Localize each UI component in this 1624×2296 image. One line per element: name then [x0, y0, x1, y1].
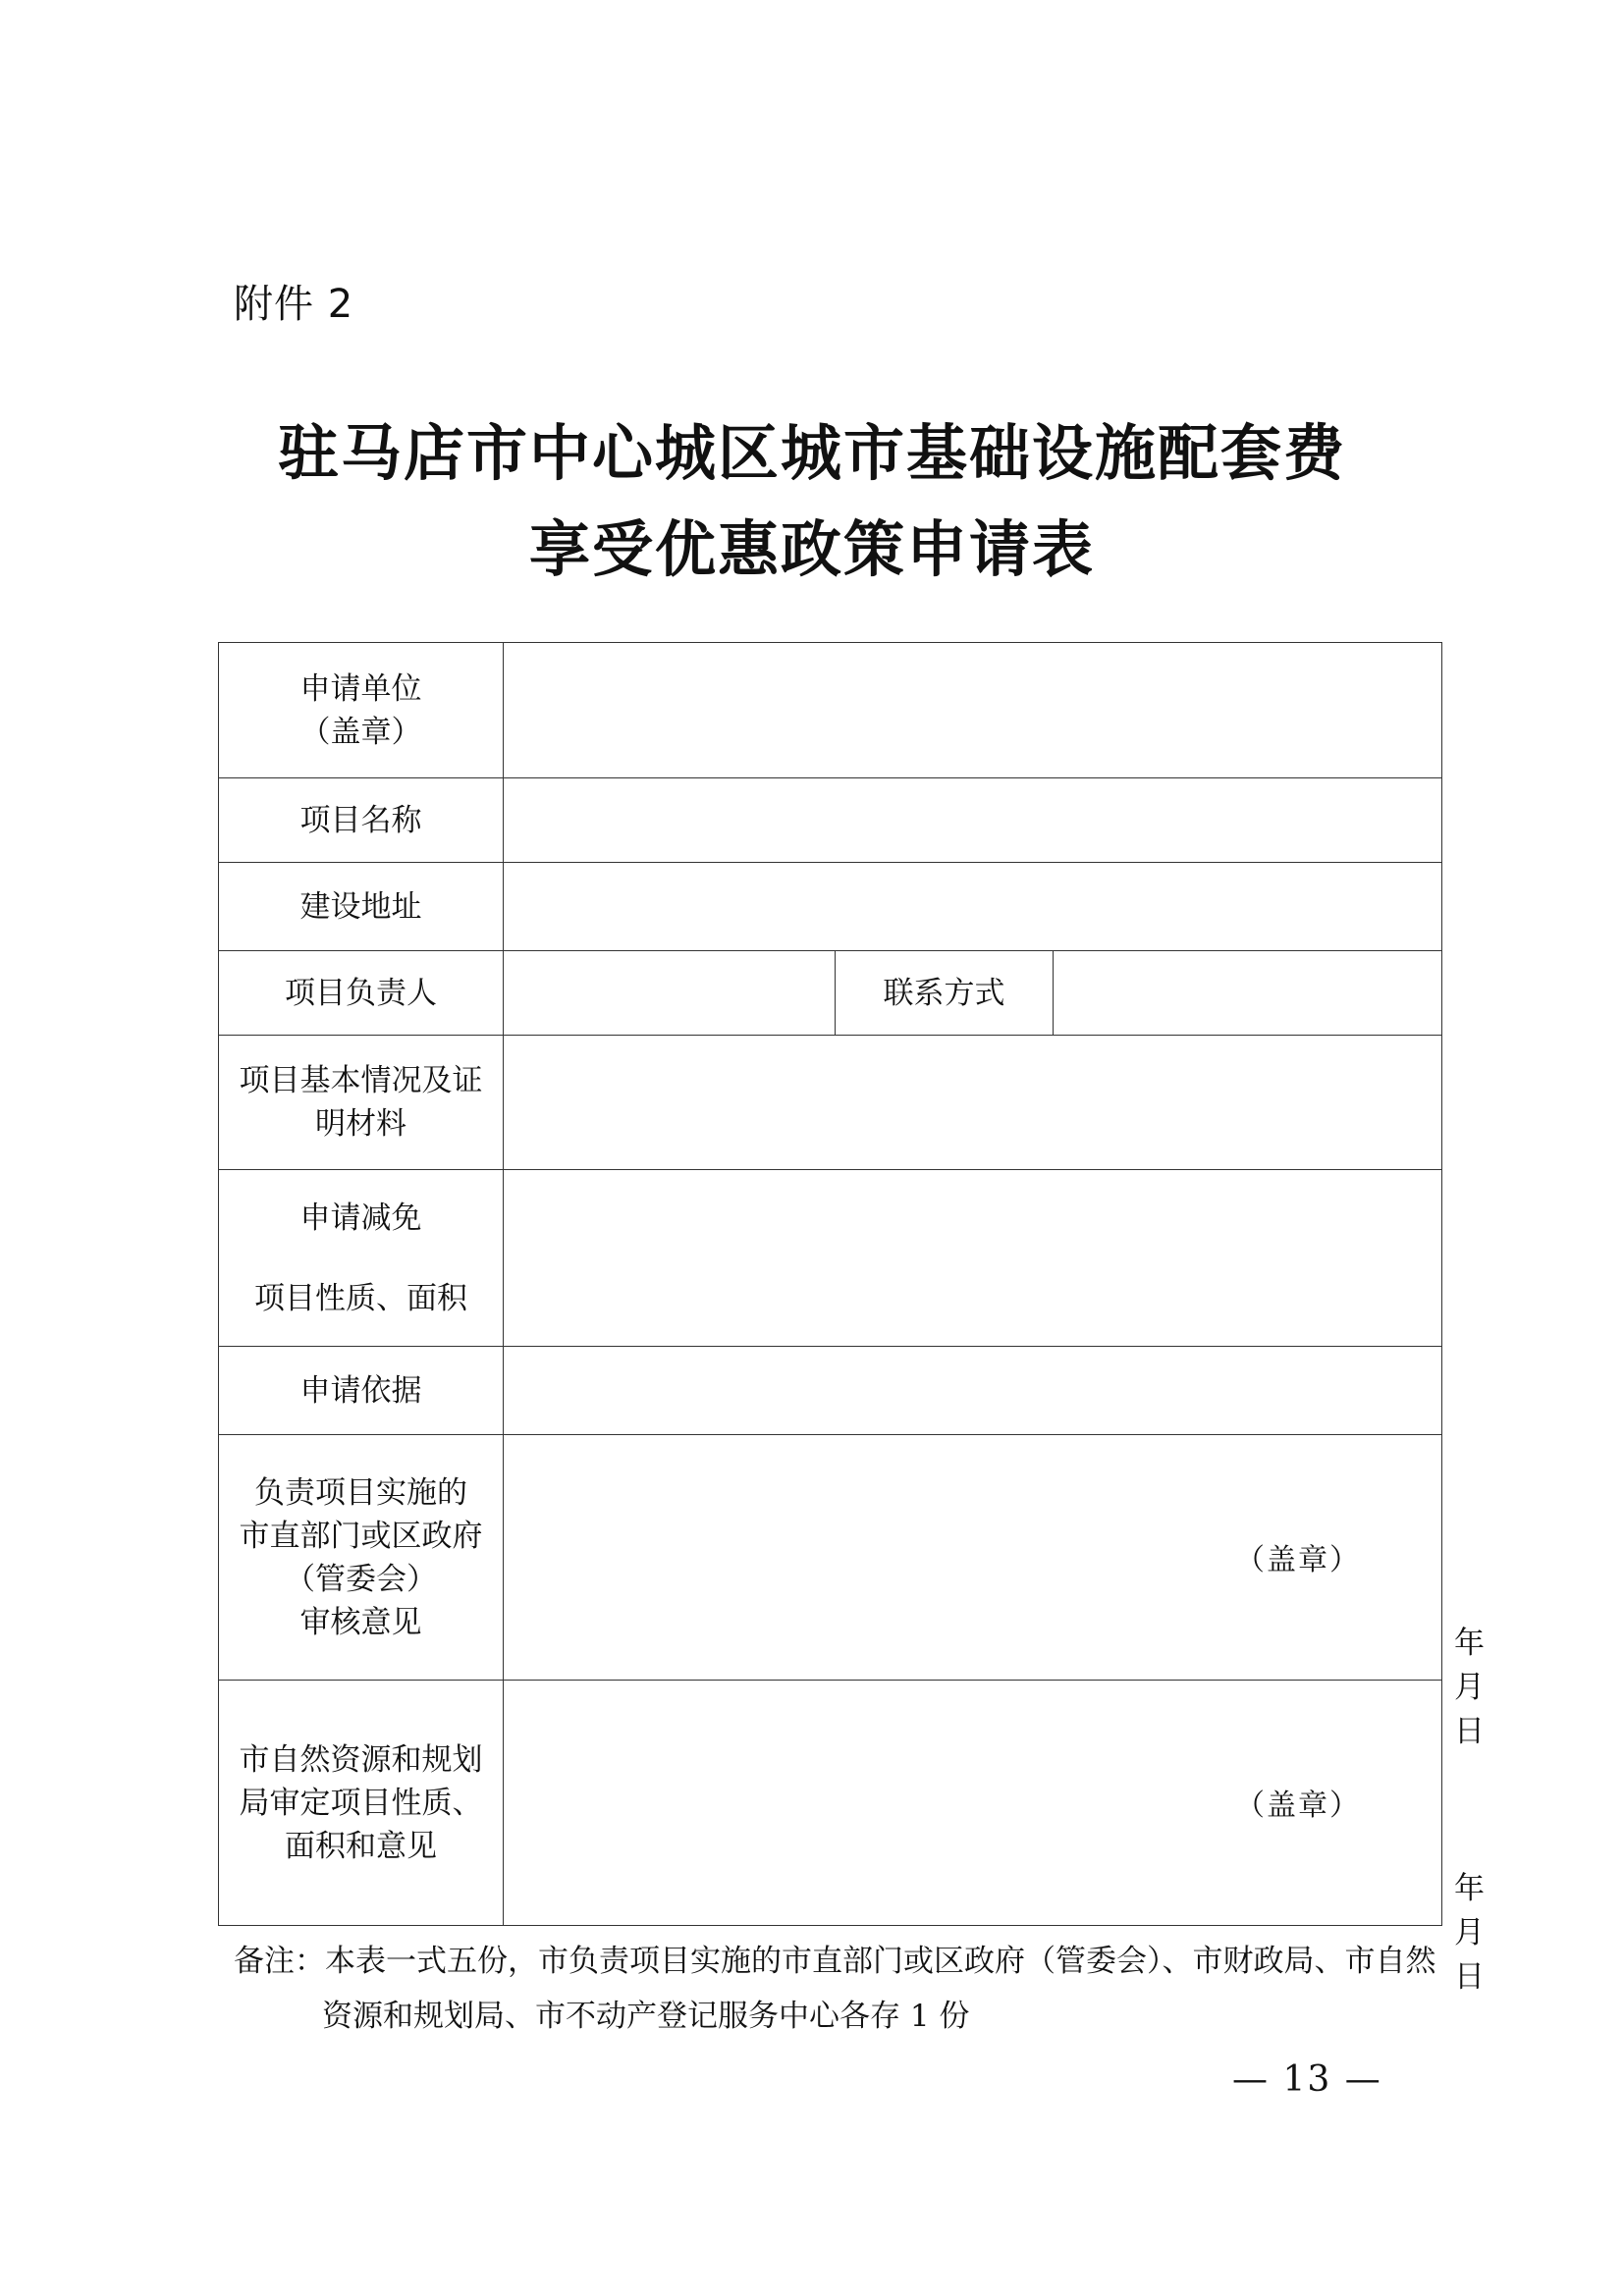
applicant-label: 申请单位 （盖章）	[219, 643, 504, 778]
basic-info-label: 项目基本情况及证 明材料	[219, 1036, 504, 1170]
bureau-review-field[interactable]	[504, 1681, 1485, 1995]
address-label: 建设地址	[219, 863, 504, 951]
row-project-leader	[219, 951, 1442, 1036]
row-dept-review	[219, 1435, 1442, 1681]
dept-review-field[interactable]	[504, 1435, 1485, 1749]
form-title-line2: 享受优惠政策申请表	[528, 513, 1095, 585]
row-basic-info	[219, 1036, 1442, 1170]
dept-review-label: 负责项目实施的 市直部门或区政府 （管委会） 审核意见	[219, 1435, 504, 1681]
basis-label: 申请依据	[219, 1347, 504, 1435]
reduction-label: 申请减免 项目性质、面积	[219, 1170, 504, 1347]
row-reduction	[219, 1170, 1442, 1347]
attachment-label: 附件 2	[234, 282, 354, 327]
project-name-field[interactable]	[504, 778, 1442, 863]
contact-label: 联系方式	[836, 951, 1054, 1036]
row-basis	[219, 1347, 1442, 1435]
applicant-field[interactable]	[504, 643, 1442, 778]
project-leader-field[interactable]	[504, 951, 836, 1036]
row-bureau-review	[219, 1681, 1442, 1926]
dept-date-line: 年月日	[1454, 1626, 1485, 1749]
project-leader-label: 项目负责人	[219, 951, 504, 1036]
bureau-stamp-label: （盖章）	[1235, 1789, 1361, 1823]
contact-field[interactable]	[1054, 951, 1442, 1036]
reduction-field[interactable]	[504, 1170, 1442, 1347]
row-applicant	[219, 643, 1442, 778]
page-number: — 13 —	[1232, 2059, 1382, 2100]
address-field[interactable]	[504, 863, 1442, 951]
remarks-note: 备注：本表一式五份，市负责项目实施的市直部门或区政府（管委会）、市财政局、市自然 资源和规划局、市不动产登记服务中心各存 1 份	[234, 1944, 1436, 2034]
bureau-review-label: 市自然资源和规划 局审定项目性质、 面积和意见	[219, 1681, 504, 1926]
dept-stamp-label: （盖章）	[1235, 1543, 1361, 1577]
row-address	[219, 863, 1442, 951]
project-name-label: 项目名称	[219, 778, 504, 863]
row-project-name	[219, 778, 1442, 863]
basic-info-field[interactable]	[504, 1036, 1442, 1170]
form-title-line1: 驻马店市中心城区城市基础设施配套费	[277, 417, 1346, 489]
basis-field[interactable]	[504, 1347, 1442, 1435]
bureau-date-line: 年月日	[1454, 1871, 1485, 1995]
